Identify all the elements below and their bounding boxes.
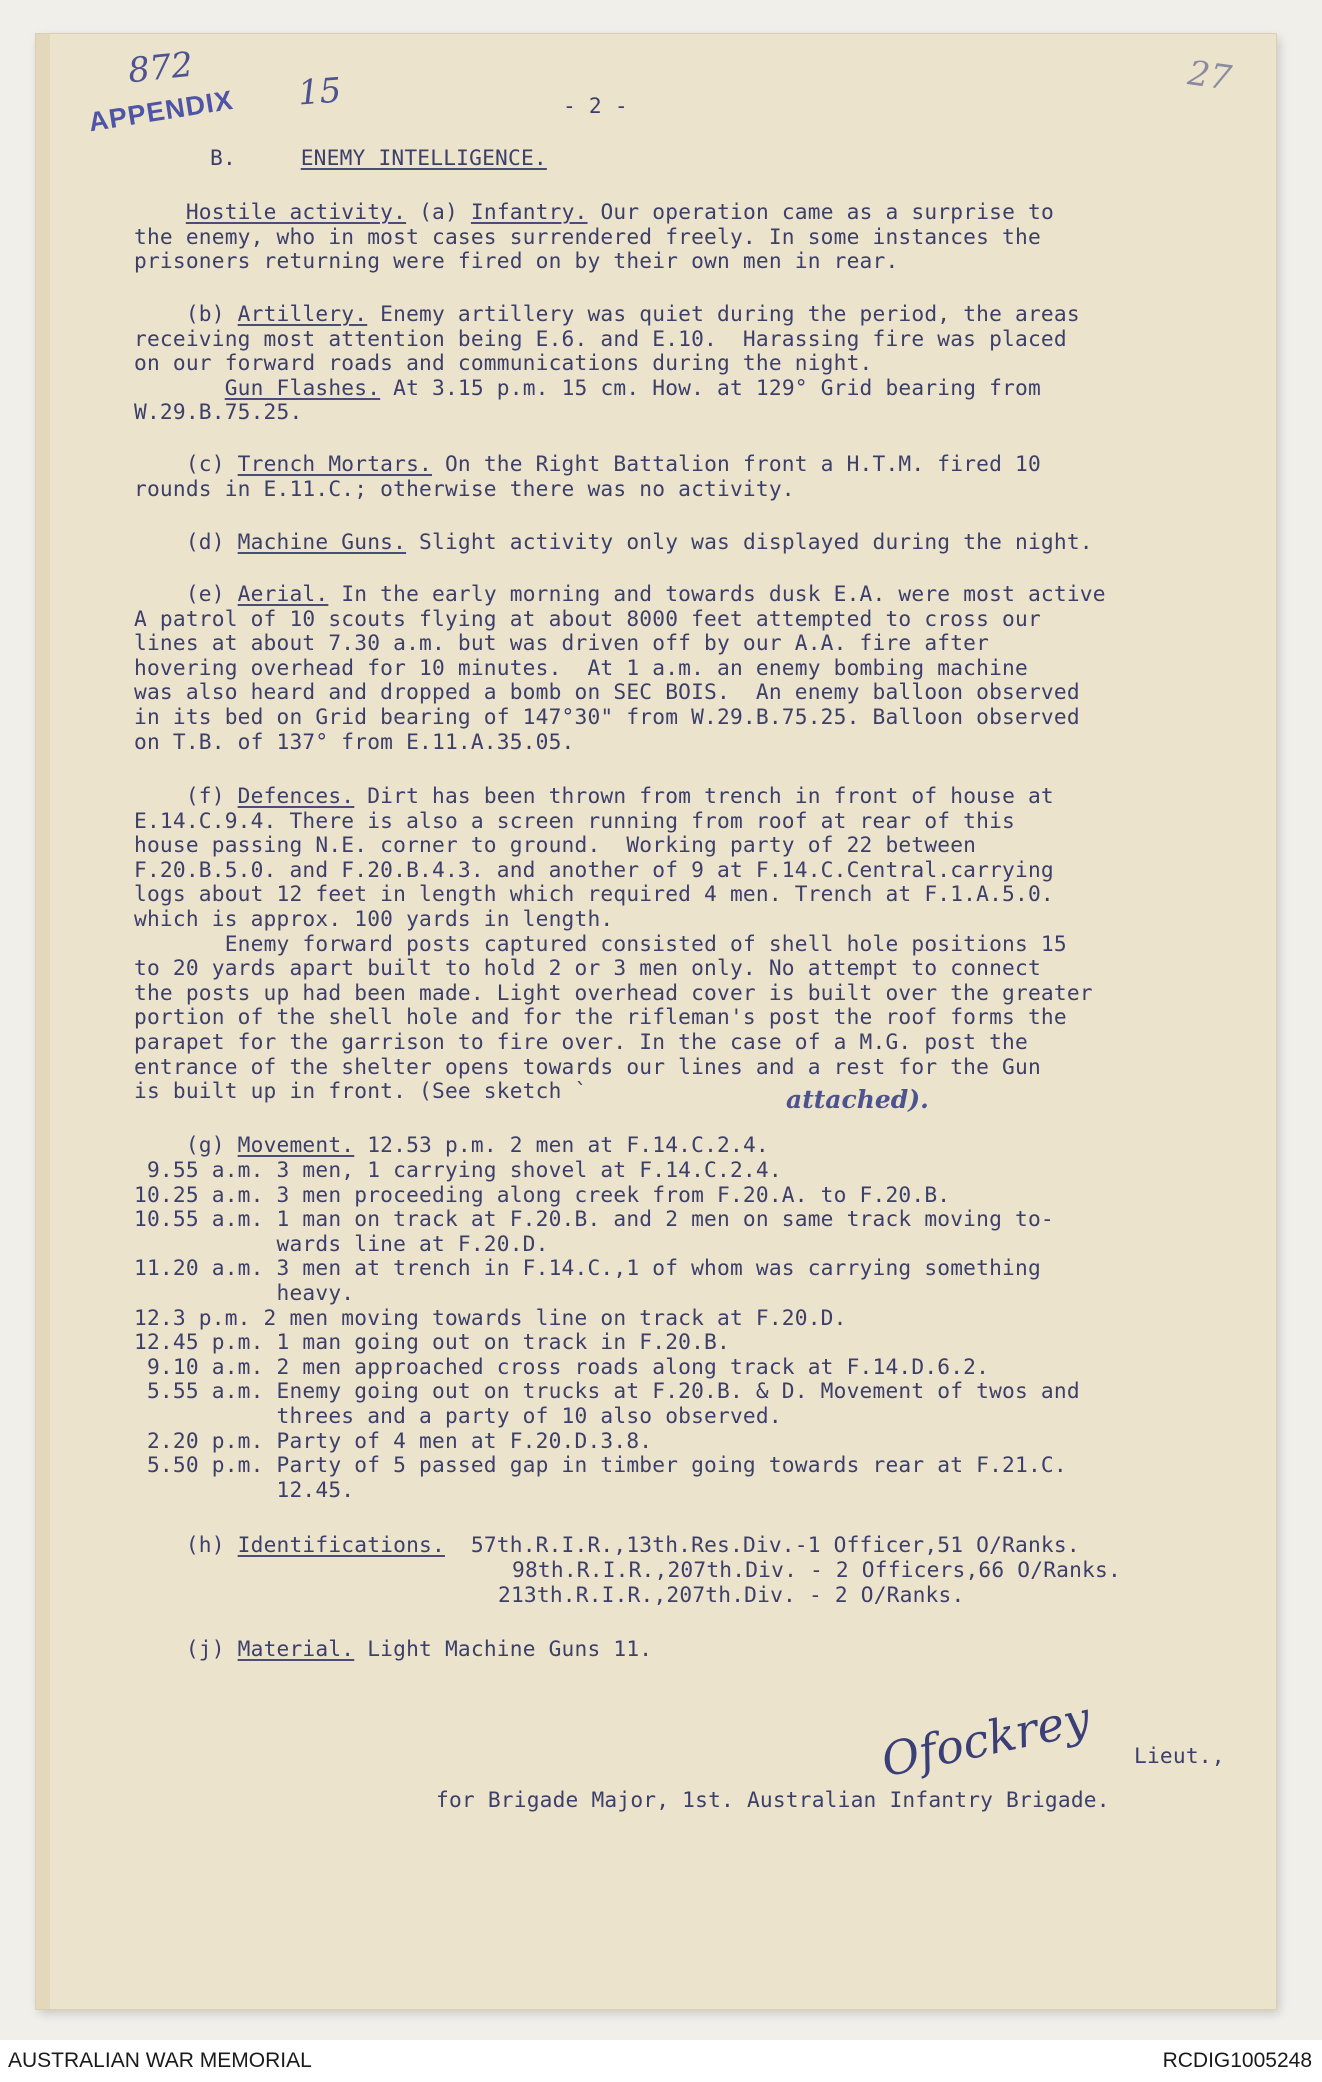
signatory-rank: Lieut., [1134, 1743, 1225, 1768]
identifications-paragraph: (h) Identifications. 57th.R.I.R.,13th.Res.Div.-1 Officer,51 O/Ranks. [185, 1532, 1080, 1557]
movement-entry: wards line at F.20.D. [134, 1230, 549, 1256]
movement-entry: 10.25 a.m. 3 men proceeding along creek from F.20.A. to F.20.B. [134, 1181, 951, 1207]
movement-entry: 5.50 p.m. Party of 5 passed gap in timber going towards rear at F.21.C. [134, 1452, 1067, 1478]
corner-folio-number: 27 [1185, 53, 1234, 99]
movement-entry: 9.55 a.m. 3 men, 1 carrying shovel at F.14.C.2.4. [134, 1157, 782, 1182]
movement-entry: 12.45. [134, 1476, 355, 1502]
movement-entry: heavy. [134, 1279, 355, 1305]
movement-entry: 12.3 p.m. 2 men moving towards line on track at F.20.D. [134, 1304, 847, 1330]
movement-entry: 10.55 a.m. 1 man on track at F.20.B. and 2 men on same track moving to- [134, 1206, 1054, 1232]
section-heading: B. ENEMY INTELLIGENCE. [210, 145, 547, 170]
movement-entry: threes and a party of 10 also observed. [134, 1402, 782, 1428]
movement-entry: 11.20 a.m. 3 men at trench in F.14.C.,1 of whom was carrying something [134, 1255, 1041, 1281]
defences-paragraph: (f) Defences. Dirt has been thrown from trench in front of house at E.14.C.9.4. There is also a screen running from roof at rear of this house passing N.E. corner to ground. Working party of 22 between F.20.B.5.0. and F.20.B.4.3. and another of 9 at F.14.C.Central.carrying logs about 12 feet in length which required 4 men. Trench at F.1.A.5.0. which is approx. 100 yards in length. Enemy forward posts captured consisted of shell hole positions 15 to 20 yards apart built to hold 2 or 3 men only. No attempt to connect the posts up had been made. Light overhead cover is built over the greater portion of the shell hole and for the rifleman's post the roof forms the parapet for the garrison to fire over. In the case of a M.G. post the entrance of the shelter opens towards our lines and a rest for the Gun is built up in front. (See sketch ` [134, 783, 1093, 1104]
handwritten-attached: attached). [786, 1085, 929, 1114]
signatory-line: for Brigade Major, 1st. Australian Infantry Brigade. [436, 1787, 1110, 1812]
material-paragraph: (j) Material. Light Machine Guns 11. [185, 1636, 653, 1661]
movement-entry: 9.10 a.m. 2 men approached cross roads along track at F.14.D.6.2. [134, 1353, 990, 1379]
movement-entry: 12.45 p.m. 1 man going out on track in F.20.B. [134, 1329, 730, 1355]
page-number: - 2 - [563, 93, 628, 118]
archive-reference: RCDIG1005248 [1162, 2049, 1312, 2072]
handwritten-page-number: 15 [296, 70, 343, 114]
identification-line-3: 213th.R.I.R.,207th.Div. - 2 O/Ranks. [498, 1582, 965, 1607]
aerial-paragraph: (e) Aerial. In the early morning and towards dusk E.A. were most active A patrol of 10 scouts flying at about 8000 feet attempted to cross our lines at about 7.30 a.m. but was driven off by our A.A. fire after hovering overhead for 10 minutes. At 1 a.m. an enemy bombing machine was also heard and dropped a bomb on SEC BOIS. An enemy balloon observed in its bed on Grid bearing of 147°30" from W.29.B.75.25. Balloon observed on T.B. of 137° from E.11.A.35.05. [134, 581, 1106, 754]
movement-entry: 2.20 p.m. Party of 4 men at F.20.D.3.8. [134, 1427, 653, 1453]
artillery-paragraph: (b) Artillery. Enemy artillery was quiet during the period, the areas receiving most attention being E.6. and E.10. Harassing fire was placed on our forward roads and communications during the night. Gun Flashes. At 3.15 p.m. 15 cm. How. at 129° Grid bearing from W.29.B.75.25. [134, 301, 1080, 425]
movement-entry: 5.55 a.m. Enemy going out on trucks at F.20.B. & D. Movement of twos and [134, 1378, 1080, 1404]
identification-line-2: 98th.R.I.R.,207th.Div. - 2 Officers,66 O/Ranks. [512, 1557, 1121, 1582]
trench-mortars-paragraph: (c) Trench Mortars. On the Right Battalion front a H.T.M. fired 10 rounds in E.11.C.; otherwise there was no activity. [134, 451, 1041, 501]
archive-credit: AUSTRALIAN WAR MEMORIAL [8, 2049, 312, 2072]
handwritten-number: 872 [126, 44, 195, 92]
appendix-stamp: APPENDIX [86, 84, 236, 138]
signature: Ofockrey [876, 1690, 1095, 1788]
hostile-activity-label: Hostile activity. [185, 199, 407, 224]
binding-margin [36, 34, 50, 2009]
movement-paragraph: (g) Movement. 12.53 p.m. 2 men at F.14.C.2.4. [185, 1132, 769, 1157]
machine-guns-paragraph: (d) Machine Guns. Slight activity only was displayed during the night. [185, 529, 1093, 554]
movement-log [134, 1158, 1080, 1502]
hostile-activity-paragraph: Hostile activity. (a) Infantry. Our operation came as a surprise to the enemy, who in most cases surrendered freely. In some instances the prisoners returning were fired on by their own men in rear. [134, 199, 1054, 274]
